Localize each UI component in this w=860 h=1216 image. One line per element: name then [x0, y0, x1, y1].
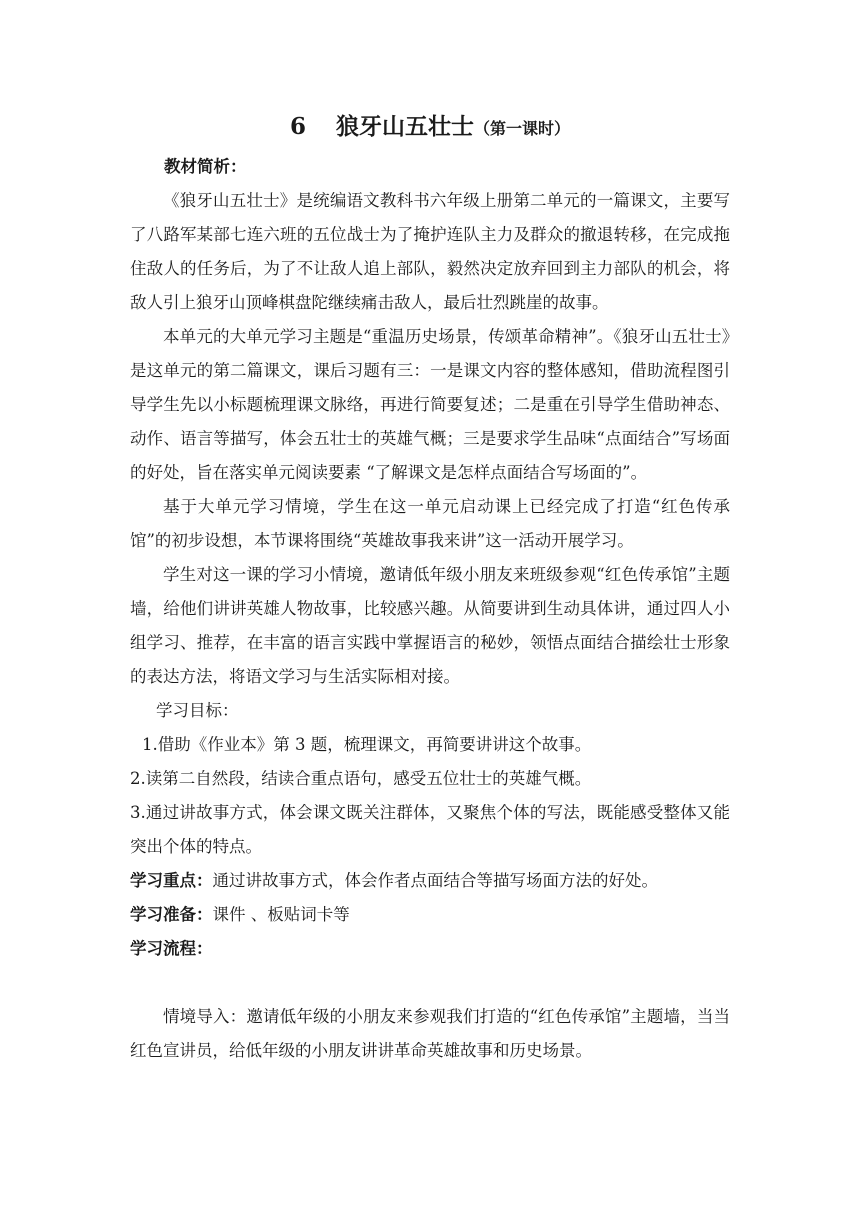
focus-line: [130, 864, 730, 898]
goal-item-2: 2.读第二自然段，结读合重点语句，感受五位壮士的英雄气概。: [130, 769, 592, 788]
process-label: 学习流程：: [130, 939, 213, 958]
goal-item-1: 1.借助《作业本》第 3 题，梳理课文，再简要讲讲这个故事。: [142, 735, 592, 754]
lesson-title-sub: （第一课时）: [474, 119, 571, 138]
focus-label: 学习重点：: [130, 871, 213, 890]
intro-paragraph-1: 《狼牙山五壮士》是统编语文教科书六年级上册第二单元的一篇课文，主要写了八路军某部七连六班的五位战士为了掩护连队主力及群众的撤退转移，在完成拖住敌人的任务后，为了不让敌人追上部队，毅然决定放弃回到主力部队的机会，将敌人引上狼牙山顶峰棋盘陀继续痛击敌人，最后壮烈跳崖的故事。: [130, 191, 730, 312]
goal-item-3: 3.通过讲故事方式，体会课文既关注群体，又聚焦个体的写法，既能感受整体又能突出个体的特点。: [130, 803, 730, 856]
goals-label: 学习目标：: [156, 701, 239, 720]
intro-paragraph-4: 学生对这一课的学习小情境，邀请低年级小朋友来班级参观“红色传承馆”主题墙，给他们讲讲英雄人物故事，比较感兴趣。从简要讲到生动具体讲，通过四人小组学习、推荐，在丰富的语言实践中掌握语言的秘妙，领悟点面结合描绘壮士形象的表达方法，将语文学习与生活实际相对接。: [130, 565, 730, 686]
lesson-title: [0, 112, 860, 144]
prep-label: 学习准备：: [130, 905, 213, 924]
document-body: [130, 150, 730, 1068]
intro-paragraph-3: 基于大单元学习情境，学生在这一单元启动课上已经完成了打造“红色传承馆”的初步设想，本节课将围绕“英雄故事我来讲”这一活动开展学习。: [130, 497, 730, 550]
blank-line: [130, 966, 730, 1000]
focus-text: 通过讲故事方式，体会作者点面结合等描写场面方法的好处。: [212, 871, 658, 890]
prep-line: [130, 898, 730, 932]
intro-paragraph-2: 本单元的大单元学习主题是“重温历史场景，传颂革命精神”。《狼牙山五壮士》是这单元的第二篇课文，课后习题有三：一是课文内容的整体感知，借助流程图引导学生先以小标题梳理课文脉络，再进行简要复述；二是重在引导学生借助神态、动作、语言等描写，体会五壮士的英雄气概；三是要求学生品味“点面结合”写场面的好处，旨在落实单元阅读要素 “了解课文是怎样点面结合写场面的”。: [130, 327, 730, 482]
prep-text: 课件 、板贴词卡等: [212, 905, 350, 924]
lesson-number: 6: [289, 113, 306, 140]
lesson-title-main: 狼牙山五壮士: [336, 113, 474, 140]
intro-label: 教材简析：: [164, 157, 247, 176]
situation-paragraph: 情境导入：邀请低年级的小朋友来参观我们打造的“红色传承馆”主题墙，当当红色宣讲员，给低年级的小朋友讲讲革命英雄故事和历史场景。: [130, 1007, 730, 1060]
